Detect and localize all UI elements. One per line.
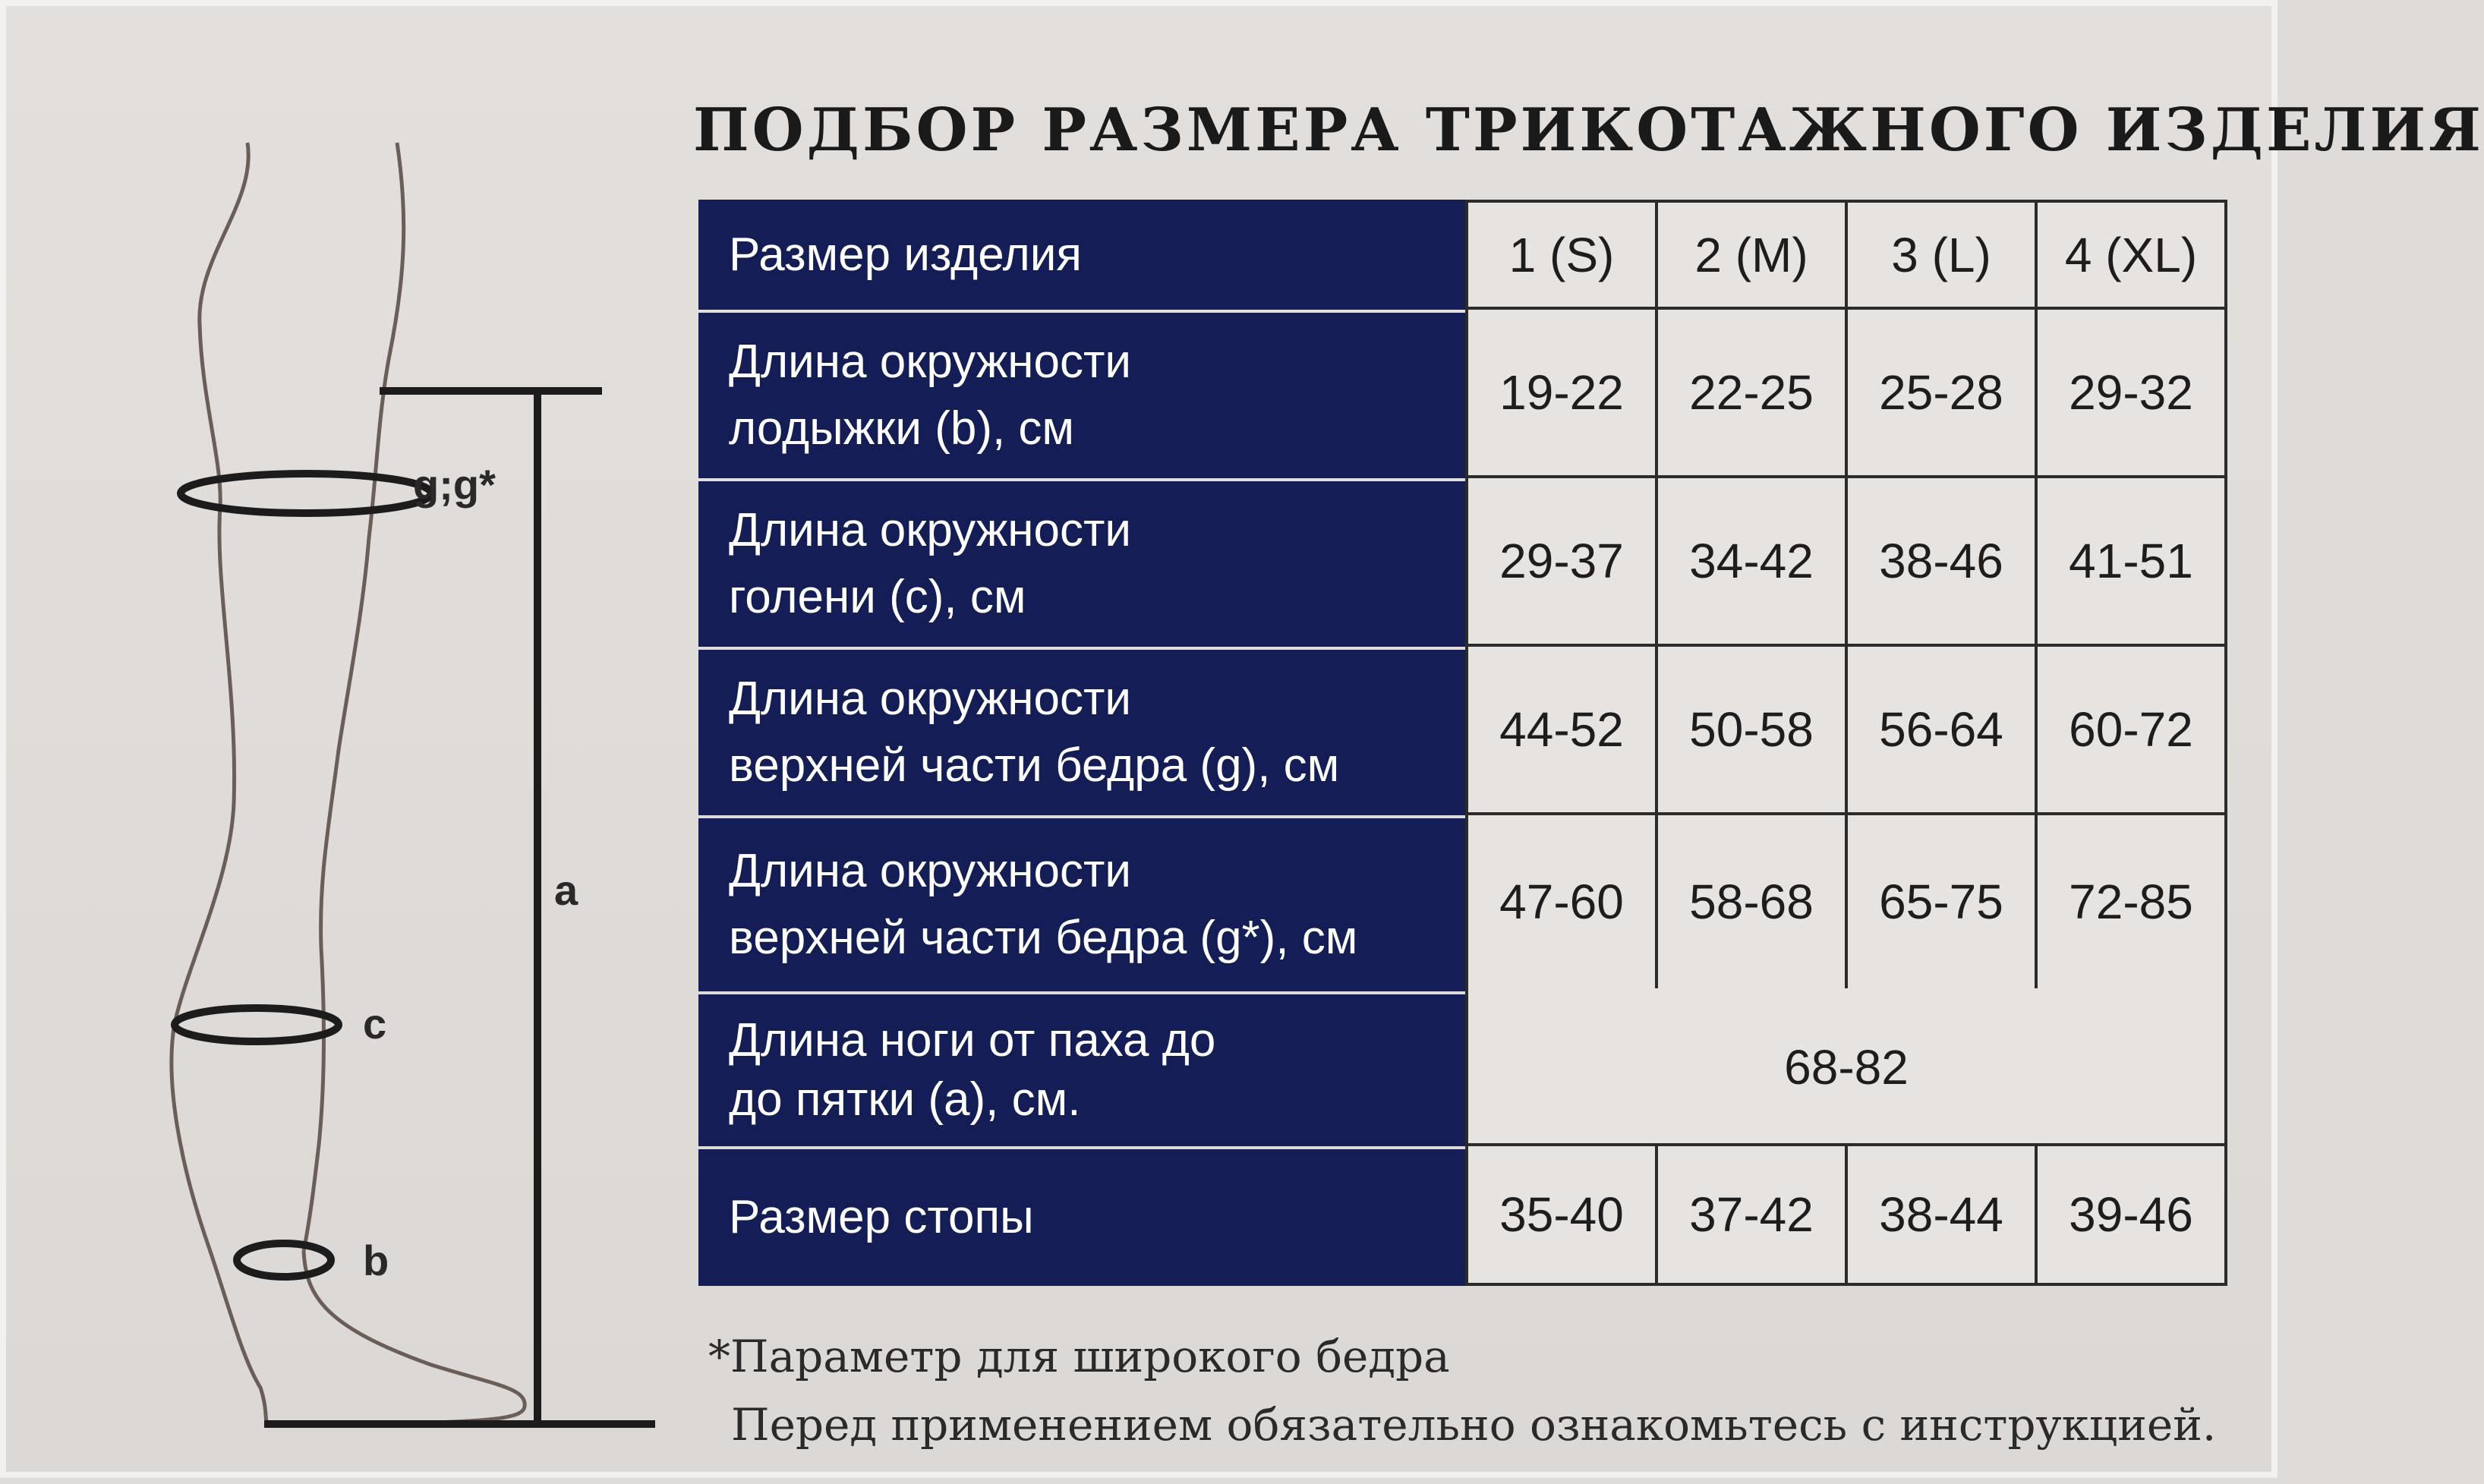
row-ankle-line2: лодыжки (b), см bbox=[729, 402, 1075, 455]
row-thigh-value-1: 44-52 bbox=[1465, 644, 1658, 815]
footnote: *Параметр для широкого бедра bbox=[708, 1331, 1450, 1382]
row-foot-value-4: 39-46 bbox=[2035, 1143, 2227, 1286]
row-thigh-line1: Длина окружности bbox=[729, 673, 1132, 725]
leg-outline-front bbox=[304, 143, 404, 1251]
row-calf-line1: Длина окружности bbox=[729, 504, 1132, 556]
row-thigh-value-4: 60-72 bbox=[2035, 644, 2227, 815]
row-calf-label bbox=[698, 481, 1465, 647]
leg-outline-back bbox=[172, 143, 268, 1424]
row-wide-thigh-value-3: 65-75 bbox=[1845, 812, 2038, 991]
size-3: 3 (L) bbox=[1845, 200, 2038, 310]
row-ankle-line1: Длина окружности bbox=[729, 336, 1132, 388]
row-calf-value-2: 34-42 bbox=[1655, 475, 1848, 647]
row-thigh-value-2: 50-58 bbox=[1655, 644, 1848, 815]
row-foot-value-3: 38-44 bbox=[1845, 1143, 2038, 1286]
size-2: 2 (M) bbox=[1655, 200, 1848, 310]
thigh-ring bbox=[181, 474, 431, 513]
row-thigh-value-3: 56-64 bbox=[1845, 644, 2038, 815]
row-leg-length-value: 68-82 bbox=[1465, 988, 2227, 1146]
row-wide-thigh-line2: верхней части бедра (g*), см bbox=[729, 912, 1358, 964]
row-calf-value-3: 38-46 bbox=[1845, 475, 2038, 647]
row-ankle-value-2: 22-25 bbox=[1655, 307, 1848, 478]
row-thigh-label bbox=[698, 650, 1465, 815]
row-calf-value-1: 29-37 bbox=[1465, 475, 1658, 647]
row-wide-thigh-label bbox=[698, 818, 1465, 991]
row-leg-length-label bbox=[698, 994, 1465, 1146]
row-calf-line2: голени (c), см bbox=[729, 571, 1026, 623]
row-leg-length-line2: до пятки (a), см. bbox=[729, 1073, 1081, 1126]
row-calf-value-4: 41-51 bbox=[2035, 475, 2227, 647]
size-1: 1 (S) bbox=[1465, 200, 1658, 310]
row-thigh-line2: верхней части бедра (g), см bbox=[729, 739, 1340, 792]
ankle-label: b bbox=[363, 1237, 389, 1284]
row-leg-length-line1: Длина ноги от паха до bbox=[729, 1014, 1216, 1067]
length-label: a bbox=[554, 866, 578, 914]
row-ankle-value-3: 25-28 bbox=[1845, 307, 2038, 478]
page-title: ПОДБОР РАЗМЕРА ТРИКОТАЖНОГО ИЗДЕЛИЯ bbox=[693, 96, 2484, 165]
ankle-ring bbox=[237, 1243, 331, 1277]
row-wide-thigh-line1: Длина окружности bbox=[729, 845, 1132, 897]
row-ankle-value-1: 19-22 bbox=[1465, 307, 1658, 478]
calf-ring bbox=[175, 1008, 339, 1041]
leg-diagram bbox=[6, 6, 689, 1484]
row-ankle-label bbox=[698, 313, 1465, 478]
thigh-label: g;g* bbox=[413, 461, 496, 509]
row-foot-value-2: 37-42 bbox=[1655, 1143, 1848, 1286]
row-ankle-value-4: 29-32 bbox=[2035, 307, 2227, 478]
row-wide-thigh-value-4: 72-85 bbox=[2035, 812, 2227, 991]
row-foot-label bbox=[698, 1149, 1465, 1286]
instruction-note: Перед применением обязательно ознакомьтесь с инструкцией. bbox=[731, 1399, 2217, 1451]
row-foot-value-1: 35-40 bbox=[1465, 1143, 1658, 1286]
size-4: 4 (XL) bbox=[2035, 200, 2227, 310]
row-foot-text: Размер стопы bbox=[729, 1191, 1034, 1243]
calf-label: c bbox=[363, 1000, 387, 1048]
size-header bbox=[698, 200, 1465, 310]
row-wide-thigh-value-1: 47-60 bbox=[1465, 812, 1658, 991]
row-wide-thigh-value-2: 58-68 bbox=[1655, 812, 1848, 991]
size-header-label: Размер изделия bbox=[729, 228, 1082, 281]
